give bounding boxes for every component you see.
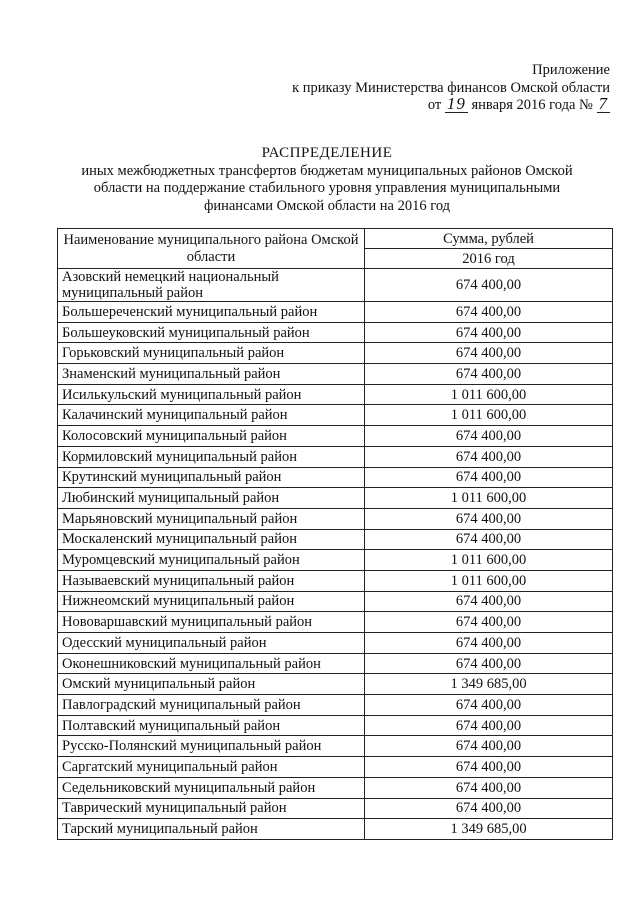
district-sum: 1 349 685,00 <box>365 674 613 695</box>
table-row <box>58 777 613 798</box>
district-name: Горьковский муниципальный район <box>58 343 365 364</box>
table-row <box>58 591 613 612</box>
table-row <box>58 384 613 405</box>
table-row <box>58 633 613 654</box>
district-name: Павлоградский муниципальный район <box>58 695 365 716</box>
district-sum: 674 400,00 <box>365 695 613 716</box>
order-date <box>292 94 610 115</box>
table-row <box>58 653 613 674</box>
district-name: Оконешниковский муниципальный район <box>58 653 365 674</box>
district-name: Омский муниципальный район <box>58 674 365 695</box>
order-reference: к приказу Министерства финансов Омской области <box>292 79 610 96</box>
table-row <box>58 529 613 550</box>
district-name: Тарский муниципальный район <box>58 819 365 840</box>
district-name: Большереченский муниципальный район <box>58 302 365 323</box>
table-row <box>58 674 613 695</box>
district-sum: 674 400,00 <box>365 322 613 343</box>
date-prefix: от <box>427 97 442 113</box>
table-row <box>58 757 613 778</box>
district-name: Полтавский муниципальный район <box>58 715 365 736</box>
header-year-column: 2016 год <box>365 249 613 269</box>
table-row <box>58 343 613 364</box>
district-name: Нижнеомский муниципальный район <box>58 591 365 612</box>
table-row <box>58 302 613 323</box>
district-name: Нововаршавский муниципальный район <box>58 612 365 633</box>
district-sum: 674 400,00 <box>365 715 613 736</box>
district-name: Кормиловский муниципальный район <box>58 446 365 467</box>
district-sum: 674 400,00 <box>365 798 613 819</box>
table-row <box>58 426 613 447</box>
district-name: Одесский муниципальный район <box>58 633 365 654</box>
district-sum: 674 400,00 <box>365 302 613 323</box>
district-name: Саргатский муниципальный район <box>58 757 365 778</box>
table-row <box>58 467 613 488</box>
district-sum: 674 400,00 <box>365 653 613 674</box>
district-name: Большеуковский муниципальный район <box>58 322 365 343</box>
date-rest: января 2016 года № <box>471 97 593 113</box>
district-sum: 674 400,00 <box>365 633 613 654</box>
district-name: Азовский немецкий национальный муниципальный район <box>58 269 365 302</box>
table-row <box>58 322 613 343</box>
table-row <box>58 508 613 529</box>
district-sum: 1 349 685,00 <box>365 819 613 840</box>
table-row <box>58 364 613 385</box>
district-sum: 674 400,00 <box>365 591 613 612</box>
table-row <box>58 446 613 467</box>
district-sum: 674 400,00 <box>365 269 613 302</box>
district-name: Калачинский муниципальный район <box>58 405 365 426</box>
district-sum: 1 011 600,00 <box>365 570 613 591</box>
district-name: Называевский муниципальный район <box>58 570 365 591</box>
district-sum: 674 400,00 <box>365 426 613 447</box>
district-name: Колосовский муниципальный район <box>58 426 365 447</box>
district-name: Крутинский муниципальный район <box>58 467 365 488</box>
district-name: Русско-Полянский муниципальный район <box>58 736 365 757</box>
table-row <box>58 736 613 757</box>
appendix-label: Приложение <box>532 62 610 78</box>
table-row <box>58 269 613 302</box>
title-main: РАСПРЕДЕЛЕНИЕ <box>261 145 393 161</box>
table-row <box>58 695 613 716</box>
order-day: 19 <box>446 94 466 113</box>
district-sum: 674 400,00 <box>365 757 613 778</box>
district-name: Москаленский муниципальный район <box>58 529 365 550</box>
district-name: Таврический муниципальный район <box>58 798 365 819</box>
title-line-3: финансами Омской области на 2016 год <box>203 197 451 214</box>
district-sum: 674 400,00 <box>365 736 613 757</box>
district-sum: 674 400,00 <box>365 612 613 633</box>
district-name: Знаменский муниципальный район <box>58 364 365 385</box>
document-header <box>292 62 610 115</box>
table-row <box>58 405 613 426</box>
document-title <box>62 145 592 215</box>
district-sum: 674 400,00 <box>365 467 613 488</box>
title-line-1: иных межбюджетных трансфертов бюджетам муниципальных районов Омской <box>81 162 573 179</box>
table-row <box>58 550 613 571</box>
district-sum: 1 011 600,00 <box>365 550 613 571</box>
district-sum: 1 011 600,00 <box>365 405 613 426</box>
district-name: Седельниковский муниципальный район <box>58 777 365 798</box>
district-name: Исилькульский муниципальный район <box>58 384 365 405</box>
district-sum: 674 400,00 <box>365 343 613 364</box>
order-number: 7 <box>598 94 608 113</box>
district-sum: 674 400,00 <box>365 777 613 798</box>
district-sum: 1 011 600,00 <box>365 488 613 509</box>
table-row <box>58 570 613 591</box>
district-sum: 674 400,00 <box>365 529 613 550</box>
district-sum: 674 400,00 <box>365 446 613 467</box>
header-name-column: Наименование муниципального района Омской области <box>58 229 365 269</box>
table-row <box>58 798 613 819</box>
district-sum: 674 400,00 <box>365 508 613 529</box>
district-name: Муромцевский муниципальный район <box>58 550 365 571</box>
header-sum-column: Сумма, рублей <box>365 229 613 249</box>
district-sum: 674 400,00 <box>365 364 613 385</box>
table-row <box>58 819 613 840</box>
title-line-2: области на поддержание стабильного уровня управления муниципальными <box>93 180 561 196</box>
district-name: Любинский муниципальный район <box>58 488 365 509</box>
table-row <box>58 612 613 633</box>
distribution-table <box>57 228 613 840</box>
district-name: Марьяновский муниципальный район <box>58 508 365 529</box>
district-sum: 1 011 600,00 <box>365 384 613 405</box>
table-row <box>58 488 613 509</box>
table-row <box>58 715 613 736</box>
